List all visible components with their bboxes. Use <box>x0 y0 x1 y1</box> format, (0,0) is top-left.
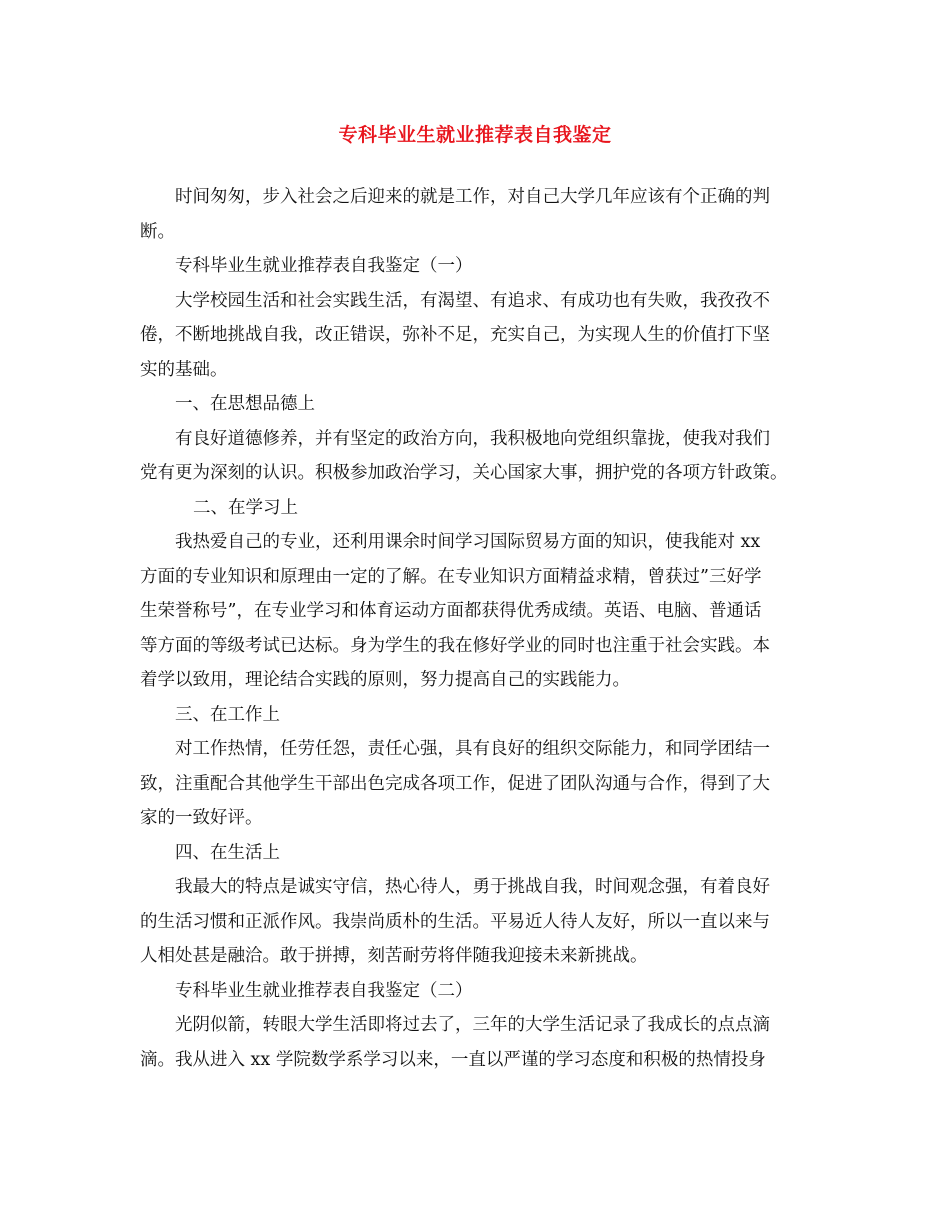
text-line: 人相处甚是融洽。敢于拼搏，刻苦耐劳将伴随我迎接未来新挑战。 <box>140 946 648 966</box>
text-line: 等方面的等级考试已达标。身为学生的我在修好学业的同时也注重于社会实践。本 <box>140 635 770 656</box>
text-line: 生荣誉称号”，在专业学习和体育运动方面都获得优秀成绩。英语、电脑、普通话 <box>140 601 762 621</box>
text-line: 专科毕业生就业推荐表自我鉴定（一） <box>175 256 473 276</box>
text-line: 光阴似箭，转眼大学生活即将过去了，三年的大学生活记录了我成长的点点滴 <box>175 1015 770 1035</box>
text-line: 着学以致用，理论结合实践的原则，努力提高自己的实践能力。 <box>140 670 630 690</box>
text-line: 大学校园生活和社会实践生活，有渴望、有追求、有成功也有失败，我孜孜不 <box>175 290 770 311</box>
document-title: 专科毕业生就业推荐表自我鉴定 <box>338 124 612 146</box>
text-line: 三、在工作上 <box>175 704 280 725</box>
text-line: 一、在思想品德上 <box>175 394 315 414</box>
document-body <box>140 180 830 1077</box>
text-line: 有良好道德修养，并有坚定的政治方向，我积极地向党组织靠拢，使我对我们 <box>175 428 770 449</box>
text-line: 党有更为深刻的认识。积极参加政治学习，关心国家大事，拥护党的各项方针政策。 <box>140 463 788 483</box>
text-line: 的生活习惯和正派作风。我崇尚质朴的生活。平易近人待人友好，所以一直以来与 <box>140 911 770 932</box>
text-line: 致，注重配合其他学生干部出色完成各项工作，促进了团队沟通与合作，得到了大 <box>140 773 770 794</box>
text-line: 二、在学习上 <box>193 497 298 518</box>
text-line: 我最大的特点是诚实守信，热心待人，勇于挑战自我，时间观念强，有着良好 <box>175 877 770 897</box>
text-line: 对工作热情，任劳任怨，责任心强，具有良好的组织交际能力，和同学团结一 <box>175 739 770 759</box>
text-line: 我热爱自己的专业，还利用课余时间学习国际贸易方面的知识，使我能对 xx <box>175 532 761 552</box>
text-line: 滴。我从进入 xx 学院数学系学习以来，一直以严谨的学习态度和积极的热情投身 <box>140 1049 766 1070</box>
text-line: 家的一致好评。 <box>140 808 263 828</box>
text-line: 专科毕业生就业推荐表自我鉴定（二） <box>175 980 473 1001</box>
text-line: 四、在生活上 <box>175 842 280 863</box>
text-line: 方面的专业知识和原理由一定的了解。在专业知识方面精益求精，曾获过”三好学 <box>140 566 762 587</box>
text-line: 断。 <box>140 221 175 242</box>
text-line: 时间匆匆，步入社会之后迎来的就是工作，对自己大学几年应该有个正确的判 <box>175 187 770 207</box>
text-line: 倦，不断地挑战自我，改正错误，弥补不足，充实自己，为实现人生的价值打下坚 <box>140 325 770 345</box>
text-line: 实的基础。 <box>140 359 228 380</box>
